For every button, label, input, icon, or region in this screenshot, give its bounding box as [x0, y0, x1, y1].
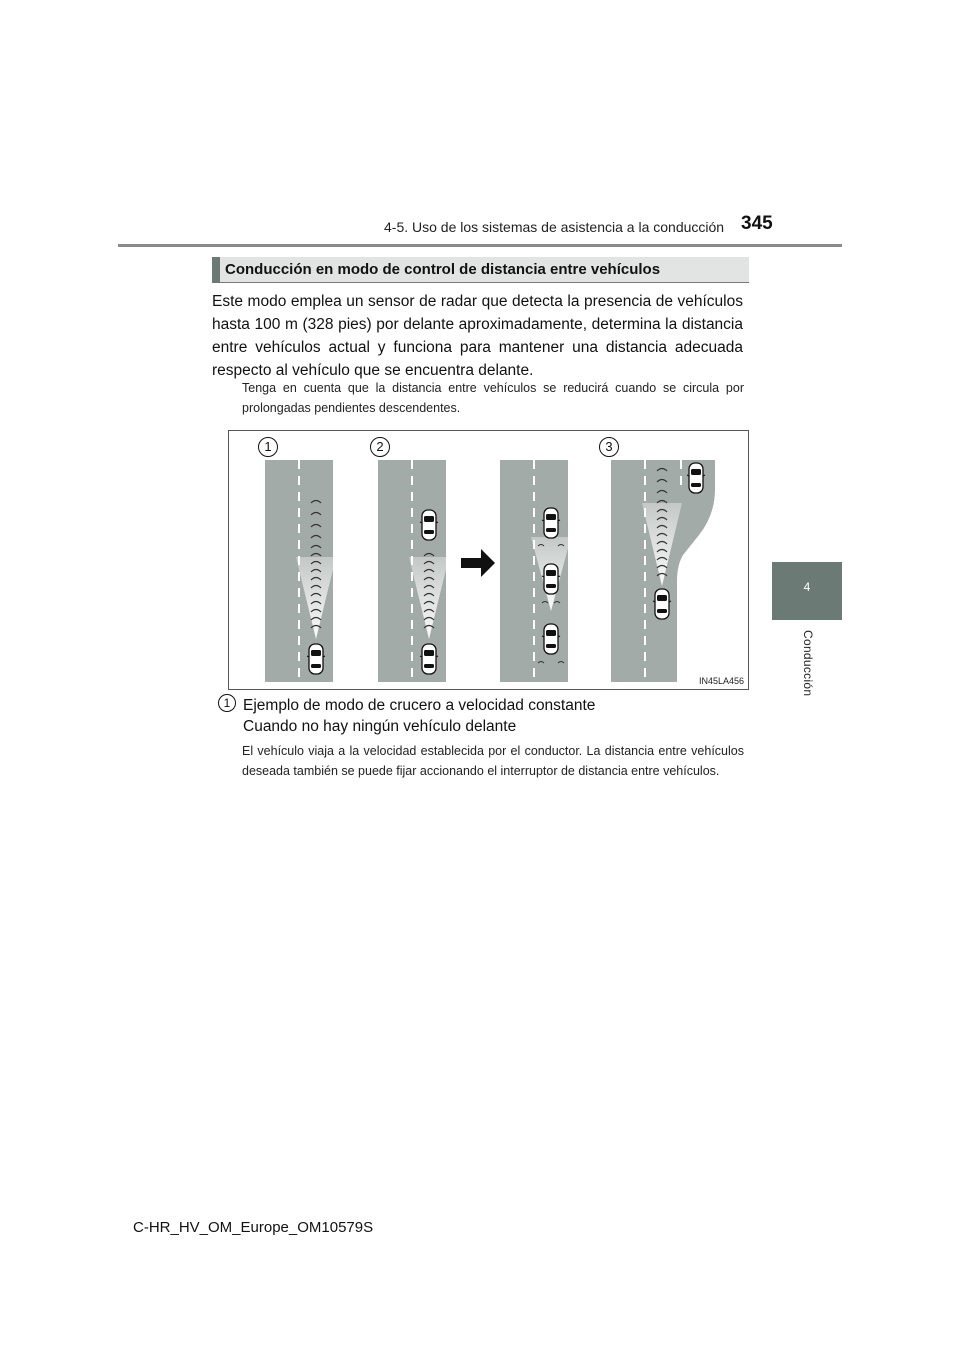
illustration-label-1: 1 — [258, 437, 278, 457]
road-4 — [611, 460, 715, 682]
illustration-code: IN45LA456 — [698, 676, 744, 686]
chapter-tab[interactable] — [772, 562, 842, 620]
transition-arrow — [461, 549, 495, 577]
section-heading-accent — [212, 257, 220, 283]
header-section-title: 4-5. Uso de los sistemas de asistencia a la conducción — [384, 219, 725, 235]
section-heading-text: Conducción en modo de control de distancia entre vehículos — [225, 261, 661, 278]
section-heading — [212, 257, 749, 283]
road-1 — [265, 460, 337, 682]
road-2 — [378, 460, 449, 682]
item-description: El vehículo viaja a la velocidad establecida por el conductor. La distancia entre vehículos deseada también se puede fijar accionando el interruptor de distancia entre vehículos. — [242, 744, 744, 778]
illustration-label-3: 3 — [599, 437, 619, 457]
illustration-graphic — [229, 431, 748, 689]
item-subtitle: Cuando no hay ningún vehículo delante — [243, 718, 517, 735]
item-title: Ejemplo de modo de crucero a velocidad constante — [243, 697, 596, 714]
footer-document-code: C-HR_HV_OM_Europe_OM10579S — [133, 1219, 374, 1236]
chapter-tab-label: Conducción — [801, 630, 815, 697]
road-3 — [500, 460, 571, 682]
chapter-tab-number: 4 — [803, 580, 811, 594]
note-paragraph: Tenga en cuenta que la distancia entre vehículos se reducirá cuando se circula por prolongadas pendientes descendentes. — [242, 381, 744, 415]
page-number: 345 — [741, 213, 773, 234]
body-paragraph: Este modo emplea un sensor de radar que detecta la presencia de vehículos hasta 100 m (328 pies) por delante aproximadamente, determina la distancia entre vehículos actual y funciona para mantener una distancia adecuada respecto al vehículo que se encuentra delante. — [212, 293, 743, 379]
illustration-label-2: 2 — [370, 437, 390, 457]
header-divider — [118, 244, 842, 247]
illustration-radar-cruise — [228, 430, 749, 690]
item-number-badge: 1 — [218, 694, 236, 712]
